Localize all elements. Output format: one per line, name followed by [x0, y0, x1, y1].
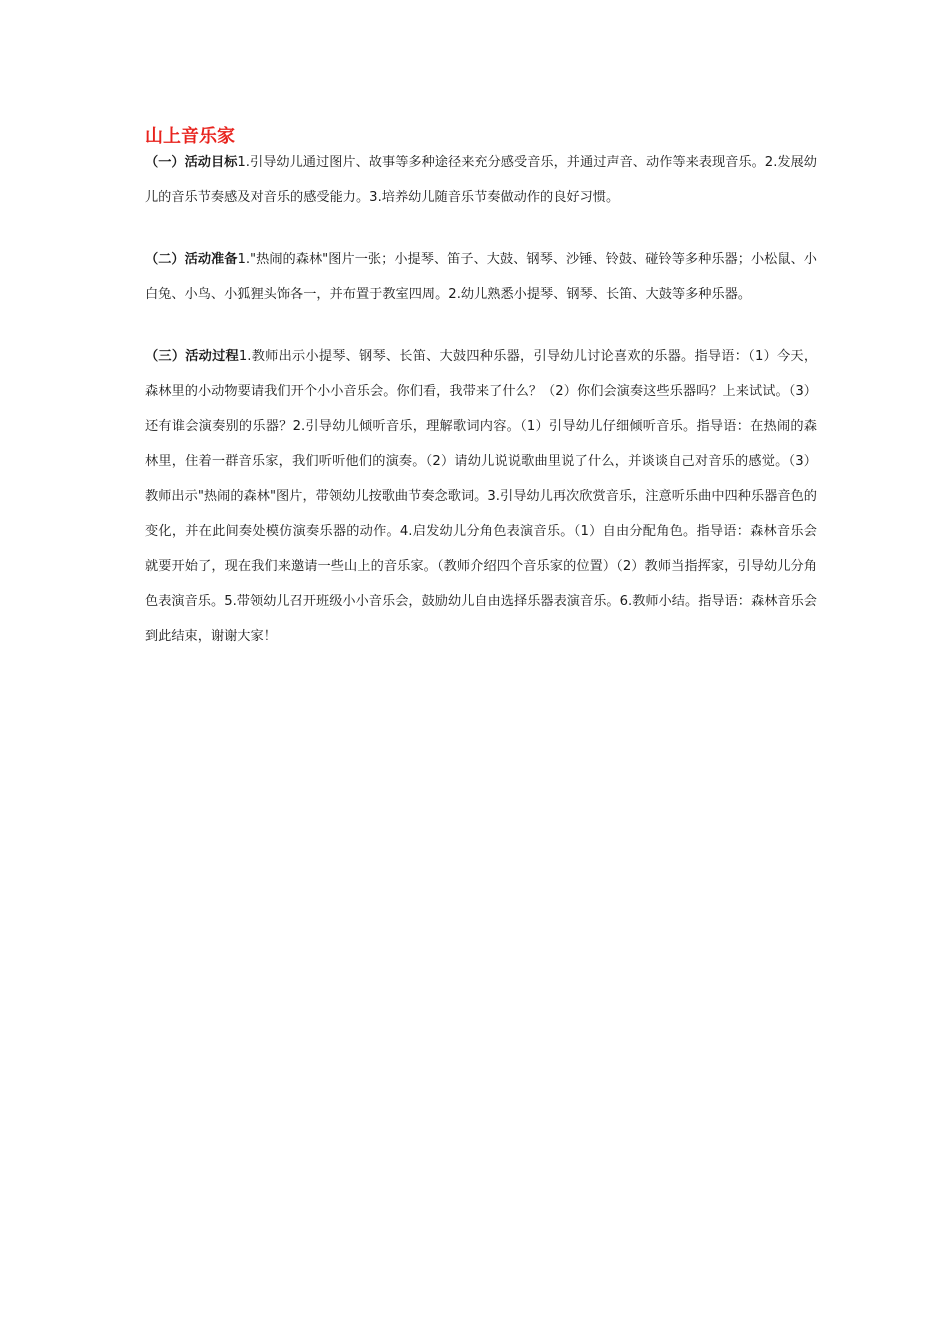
section-text-process: 1.教师出示小提琴、钢琴、长笛、大鼓四种乐器，引导幼儿讨论喜欢的乐器。指导语：（1）今天，森林里的小动物要请我们开个小小音乐会。你们看，我带来了什么？（2）你们会演奏这些乐器吗？上来试试。（3）还有谁会演奏别的乐器？2.引导幼儿倾听音乐，理解歌词内容。（1）引导幼儿仔细倾听音乐。指导语：在热闹的森林里，住着一群音乐家，我们听听他们的演奏。（2）请幼儿说说歌曲里说了什么，并谈谈自己对音乐的感觉。（3）教师出示"热闹的森林"图片，带领幼儿按歌曲节奏念歌词。3.引导幼儿再次欣赏音乐，注意听乐曲中四种乐器音色的变化，并在此间奏处模仿演奏乐器的动作。4.启发幼儿分角色表演音乐。（1）自由分配角色。指导语：森林音乐会就要开始了，现在我们来邀请一些山上的音乐家。（教师介绍四个音乐家的位置）（2）教师当指挥家，引导幼儿分角色表演音乐。5.带领幼儿召开班级小小音乐会，鼓励幼儿自由选择乐器表演音乐。6.教师小结。指导语：森林音乐会到此结束，谢谢大家！ — [145, 349, 818, 644]
section-text-preparation: 1."热闹的森林"图片一张；小提琴、笛子、大鼓、钢琴、沙锤、铃鼓、碰铃等多种乐器；小松鼠、小白兔、小鸟、小狐狸头饰各一，并布置于教室四周。2.幼儿熟悉小提琴、钢琴、长笛、大鼓等多种乐器。 — [145, 252, 817, 302]
document-title: 山上音乐家 — [145, 126, 235, 147]
section-activity-process — [145, 339, 817, 654]
section-activity-goals — [145, 145, 817, 215]
section-activity-preparation — [145, 242, 817, 312]
section-label-process: （三）活动过程 — [145, 349, 239, 364]
section-label-goals: （一）活动目标 — [145, 155, 238, 170]
document-page — [145, 126, 817, 654]
section-label-preparation: （二）活动准备 — [145, 252, 238, 267]
section-text-goals: 1.引导幼儿通过图片、故事等多种途径来充分感受音乐，并通过声音、动作等来表现音乐。2.发展幼儿的音乐节奏感及对音乐的感受能力。3.培养幼儿随音乐节奏做动作的良好习惯。 — [145, 155, 817, 205]
